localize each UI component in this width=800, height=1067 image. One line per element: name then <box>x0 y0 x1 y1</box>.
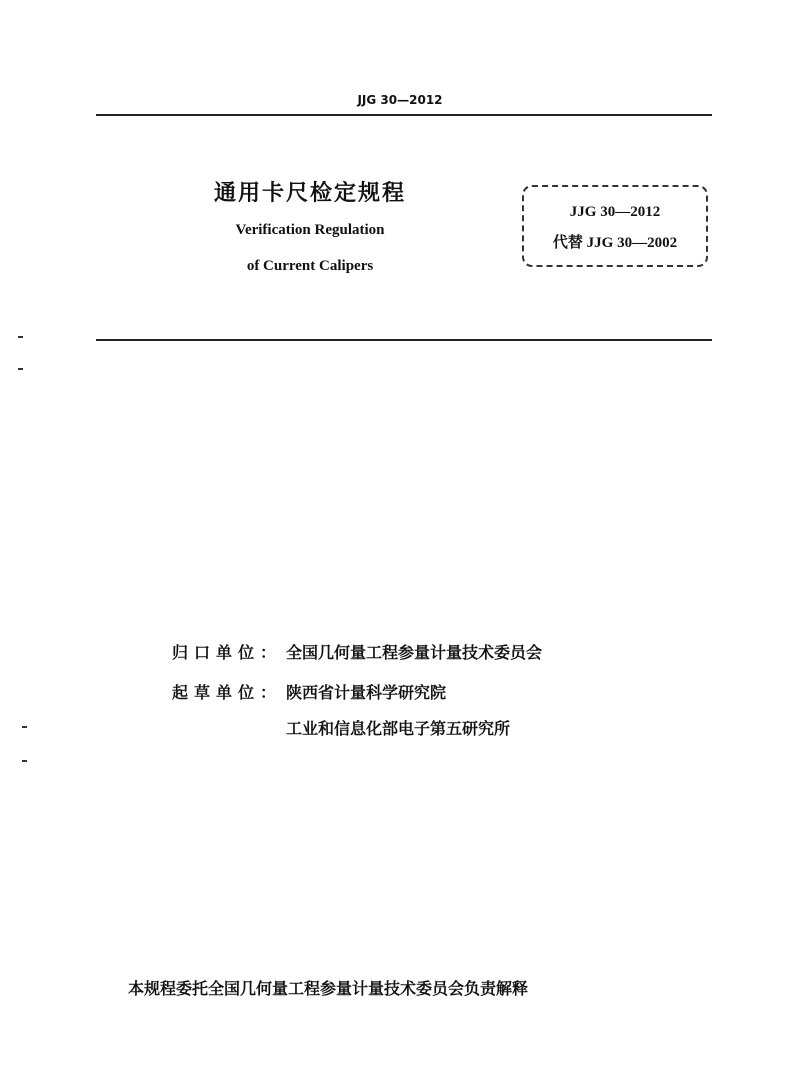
responsible-unit-label: 归口单位： <box>172 643 283 662</box>
title-chinese: 通用卡尺检定规程 <box>213 181 406 206</box>
responsible-unit-row <box>172 640 542 663</box>
running-header-code: JJG 30—2012 <box>357 93 443 107</box>
drafting-unit-label: 起草单位： <box>172 683 283 702</box>
title-rule <box>96 339 712 341</box>
title-english-line2: of Current Calipers <box>246 258 374 274</box>
interpretation-note: 本规程委托全国几何量工程参量计量技术委员会负责解释 <box>128 979 529 998</box>
scan-speck <box>22 760 27 762</box>
scan-speck <box>18 368 23 370</box>
responsible-unit-value: 全国几何量工程参量计量技术委员会 <box>286 643 543 662</box>
header-rule <box>96 114 712 116</box>
scan-speck <box>22 726 27 728</box>
drafting-unit-value-2: 工业和信息化部电子第五研究所 <box>286 719 511 738</box>
replaces-code: 代替 JJG 30—2002 <box>552 235 678 251</box>
standard-code: JJG 30—2012 <box>569 204 661 220</box>
title-english-line1: Verification Regulation <box>235 222 385 238</box>
drafting-unit-value-1: 陕西省计量科学研究院 <box>286 683 447 702</box>
scan-speck <box>18 336 23 338</box>
standard-code-box <box>522 185 708 267</box>
drafting-unit-row <box>172 680 446 703</box>
